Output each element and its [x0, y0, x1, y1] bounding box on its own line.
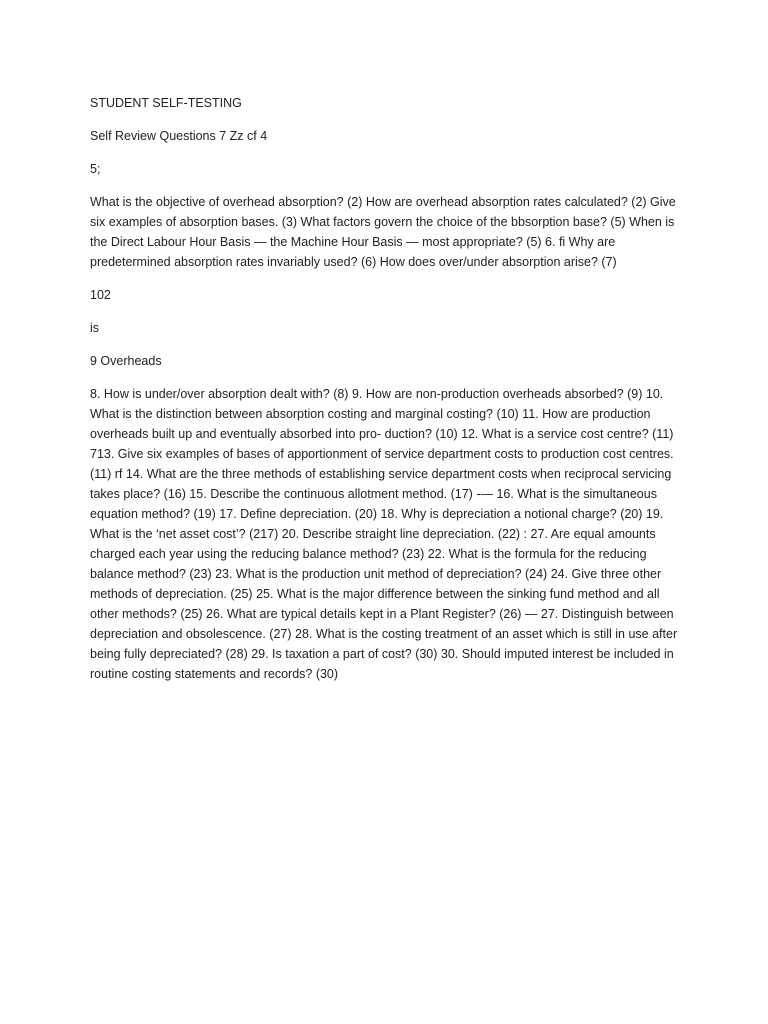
document-marker: 5;: [90, 162, 101, 176]
document-page: [90, 93, 685, 697]
questions-paragraph-1: What is the objective of overhead absorption? (2) How are overhead absorption rates calculated? (2) Give six examples of absorption bases. (3) What factors govern the choice of the bbsorption base? (5) When is the Direct Labour Hour Basis — the Machine Hour Basis — most appropriate? (5) 6. fi Why are predetermined absorption rates invariably used? (6) How does over/under absorption arise? (7): [90, 195, 676, 269]
text-fragment: is: [90, 321, 100, 335]
section-title: 9 Overheads: [90, 354, 162, 368]
page-number: 102: [90, 288, 111, 302]
document-subheading: Self Review Questions 7 Zz cf 4: [90, 129, 268, 143]
document-heading: STUDENT SELF-TESTING: [90, 96, 242, 110]
questions-paragraph-2: 8. How is under/over absorption dealt with? (8) 9. How are non-production overheads absorbed? (9) 10. What is the distinction between absorption costing and marginal costing? (10) 11. How are production overheads built up and eventually absorbed into pro- duction? (10) 12. What is a service cost centre? (11) 713. Give six examples of bases of apportionment of service department costs to production cost centres. (11) rf 14. What are the three methods of establishing service department costs when reciprocal servicing takes place? (16) 15. Describe the continuous allotment method. (17) -— 16. What is the simultaneous equation method? (19) 17. Define depreciation. (20) 18. Why is depreciation a notional charge? (20) 19. What is the ‘net asset cost’? (217) 20. Describe straight line depreciation. (22) : 27. Are equal amounts charged each year using the reducing balance method? (23) 22. What is the formula for the reducing balance method? (23) 23. What is the production unit method of depreciation? (24) 24. Give three other methods of depreciation. (25) 25. What is the major difference between the sinking fund method and all other methods? (25) 26. What are typical details kept in a Plant Register? (26) — 27. Distinguish between depreciation and obsolescence. (27) 28. What is the costing treatment of an asset which is still in use after being fully depreciated? (28) 29. Is taxation a part of cost? (30) 30. Should imputed interest be included in routine costing statements and records? (30): [90, 387, 678, 681]
